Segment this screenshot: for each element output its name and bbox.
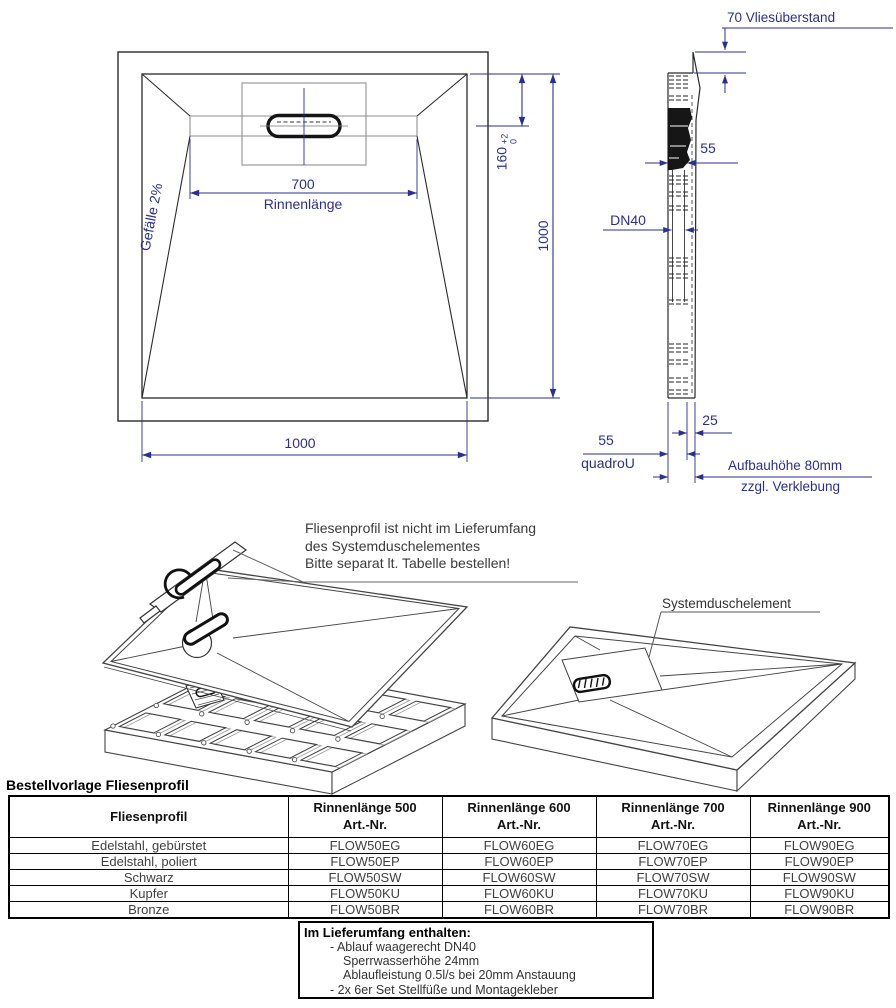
art-nr-cell: FLOW50SW (288, 870, 442, 886)
info-item: - Ablauf waagerecht DN40 (330, 940, 476, 954)
art-nr-cell: FLOW70SW (596, 870, 750, 886)
info-item: - 2x 6er Set Stellfüße und Montagekleber (330, 982, 558, 997)
note-line-2: des Systemduschelementes (305, 537, 481, 554)
dim-label-700: 700 (291, 176, 315, 192)
tolerance-plus: +2 (499, 133, 510, 144)
table-row (9, 886, 889, 902)
art-nr-cell: FLOW50EG (288, 838, 442, 854)
side-view (583, 28, 893, 483)
art-nr-cell: FLOW60SW (442, 870, 596, 886)
table-title: Bestellvorlage Fliesenprofil (6, 777, 189, 793)
dim-label-55-bottom: 55 (598, 432, 614, 448)
label-gefaelle: Gefälle 2% (136, 181, 166, 253)
exploded-view-left (103, 542, 578, 794)
label-rinnenlaenge: Rinnenlänge (263, 196, 343, 212)
art-nr-cell: FLOW50KU (288, 886, 442, 902)
material-cell: Bronze (9, 902, 288, 919)
table-row (9, 838, 889, 854)
label-systemduschelement: Systemduschelement (662, 596, 792, 611)
art-nr-cell: FLOW90SW (750, 870, 889, 886)
label-quadrou: quadroU (581, 455, 635, 471)
note-fliesenprofil (305, 520, 536, 573)
plan-view (118, 52, 560, 462)
note-line-1: Fliesenprofil ist nicht im Lieferumfang (305, 520, 537, 536)
material-cell: Edelstahl, gebürstet (9, 838, 288, 854)
label-vliesueberstand: 70 Vliesüberstand (727, 10, 836, 25)
art-nr-cell: FLOW70BR (596, 902, 750, 919)
art-nr-cell: FLOW90EP (750, 854, 889, 870)
label-dn40: DN40 (610, 212, 646, 228)
art-nr-cell: FLOW70EG (596, 838, 750, 854)
material-cell: Schwarz (9, 870, 288, 886)
art-nr-cell: FLOW50EP (288, 854, 442, 870)
dim-label-160-tolerance (495, 134, 518, 171)
art-nr-cell: FLOW60EP (442, 854, 596, 870)
art-nr-cell: FLOW90EG (750, 838, 889, 854)
note-line-3: Bitte separat lt. Tabelle bestellen! (305, 555, 511, 571)
art-nr-cell: FLOW60KU (442, 886, 596, 902)
header-rinnenlaenge-700: Rinnenlänge 700 Art.-Nr. (596, 796, 750, 838)
material-cell: Edelstahl, poliert (9, 854, 288, 870)
art-nr-cell: FLOW60EG (442, 838, 596, 854)
dim-1000-bottom (142, 401, 467, 462)
order-table (8, 795, 890, 919)
art-nr-cell: FLOW90BR (750, 902, 889, 919)
header-rinnenlaenge-900: Rinnenlänge 900 Art.-Nr. (750, 796, 889, 838)
dim-label-25: 25 (702, 412, 718, 428)
material-cell: Kupfer (9, 886, 288, 902)
art-nr-cell: FLOW70EP (596, 854, 750, 870)
art-nr-cell: FLOW70KU (596, 886, 750, 902)
info-item: Sperrwasserhöhe 24mm (343, 954, 480, 969)
info-box-title: Im Lieferumfang enthalten: (304, 925, 471, 940)
table-row (9, 870, 889, 886)
art-nr-cell: FLOW50BR (288, 902, 442, 919)
perspective-view-right (492, 612, 855, 791)
table-row (9, 902, 889, 919)
art-nr-cell: FLOW60BR (442, 902, 596, 919)
info-item: Ablaufleistung 0.5l/s bei 20mm Anstauung (343, 968, 576, 983)
header-fliesenprofil: Fliesenprofil (9, 796, 288, 838)
info-box (298, 921, 654, 999)
label-aufbauhoehe: Aufbauhöhe 80mm (728, 458, 843, 473)
dim-label-1000-right: 1000 (535, 220, 551, 252)
dim-70-vlies (694, 28, 893, 93)
table-header-row (9, 796, 889, 838)
header-rinnenlaenge-500: Rinnenlänge 500 Art.-Nr. (288, 796, 442, 838)
dim-label-55-top: 55 (700, 140, 716, 156)
dim-160-value: 160 (493, 146, 510, 171)
tolerance-zero: 0 (508, 138, 518, 144)
label-zzgl-verklebung: zzgl. Verklebung (741, 479, 841, 494)
table-row (9, 854, 889, 870)
art-nr-cell: FLOW90KU (750, 886, 889, 902)
dim-label-1000-bottom: 1000 (284, 435, 316, 451)
drain-body-section (668, 108, 692, 170)
header-rinnenlaenge-600: Rinnenlänge 600 Art.-Nr. (442, 796, 596, 838)
